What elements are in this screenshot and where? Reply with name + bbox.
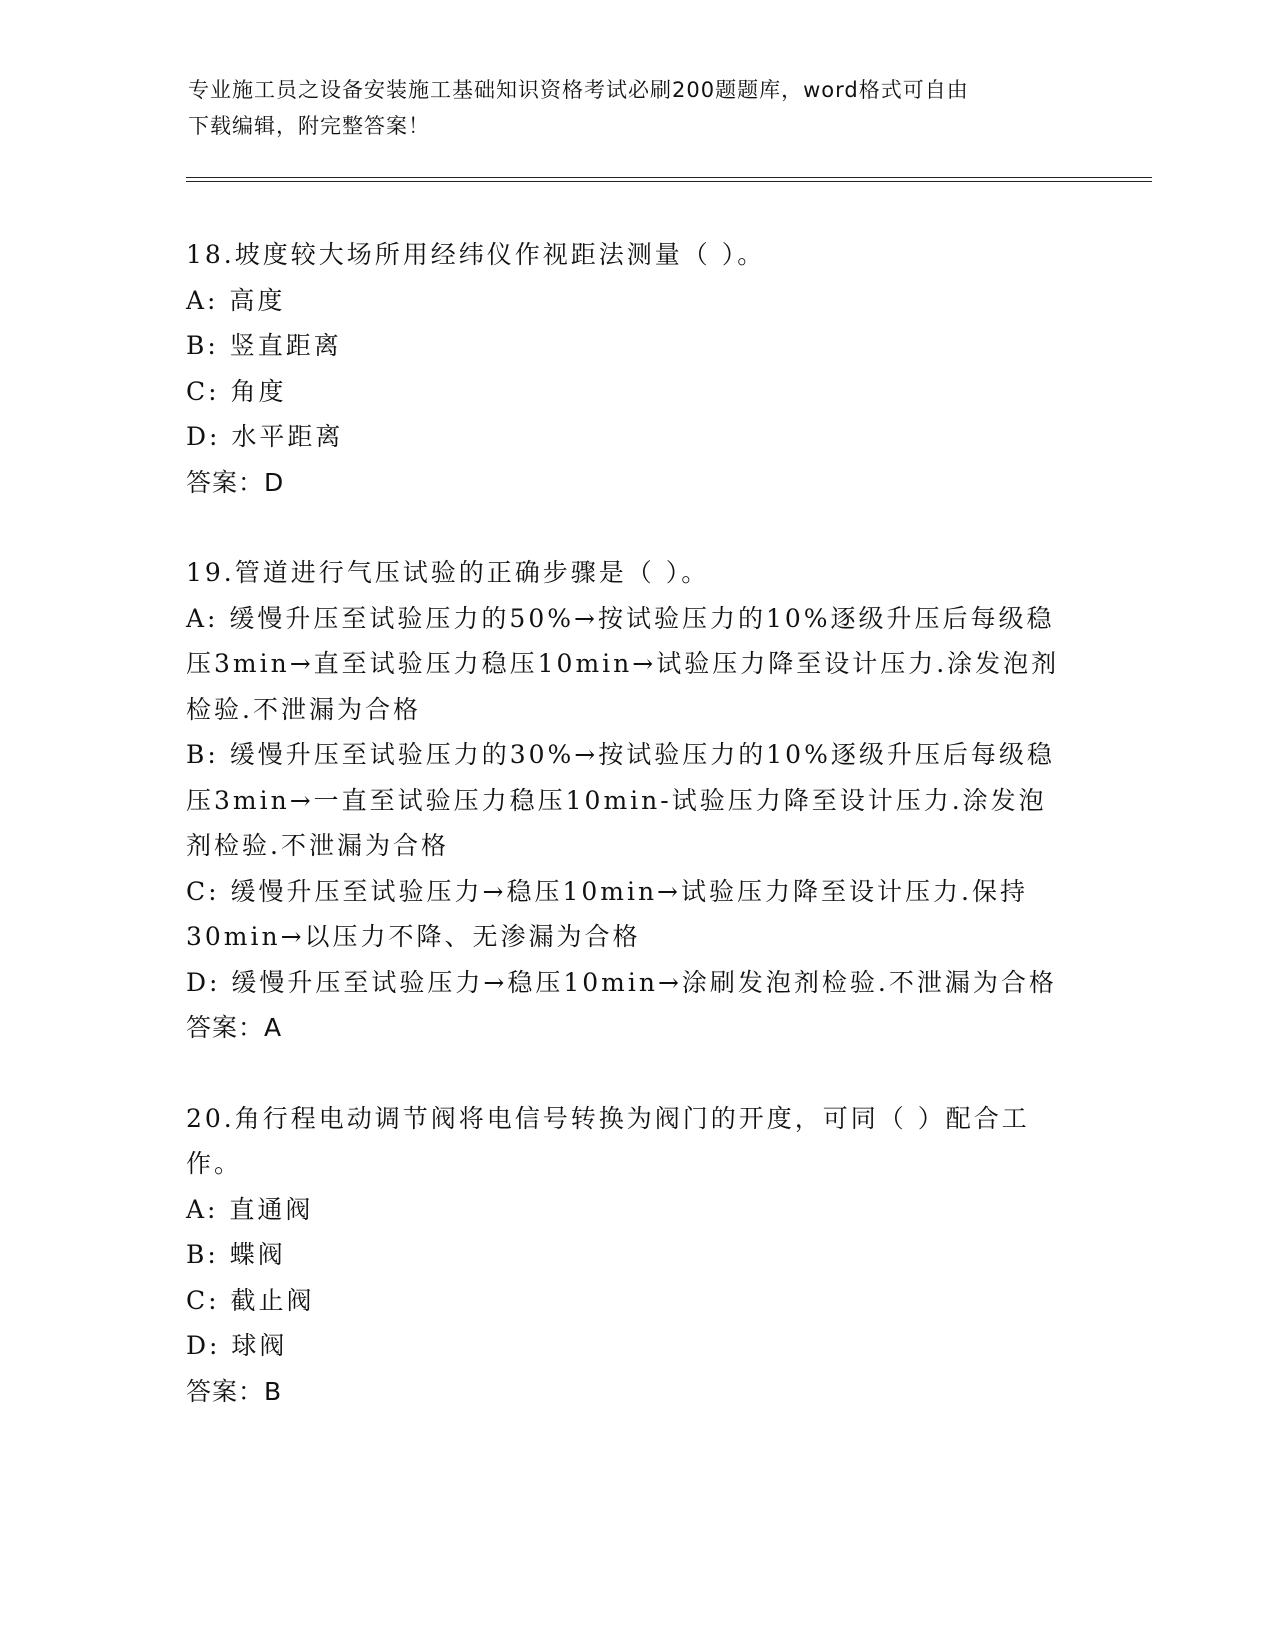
question-stem-continued: 作。 [186,1149,243,1178]
option-b [186,323,1086,369]
option-a [186,1187,1086,1233]
question-list [186,232,1086,1459]
option-a [186,596,1086,733]
option-line: 检验.不泄漏为合格 [186,694,421,724]
option-c [186,1278,1086,1324]
option-line: 30min→以压力不降、无渗漏为合格 [186,922,641,951]
option-line: A: 直通阀 [186,1194,314,1224]
option-c [186,869,1086,960]
option-b [186,1232,1086,1278]
option-line: C: 角度 [186,376,287,406]
option-b [186,732,1086,869]
option-line: 压3min→一直至试验压力稳压10min-试验压力降至设计压力.涂发泡 [186,785,1047,815]
header-line-1: 专业施工员之设备安装施工基础知识资格考试必刷200题题库，word格式可自由 [188,78,969,102]
answer-label: 答案：D [186,467,285,497]
option-line: D: 水平距离 [186,422,344,451]
question-19 [186,550,1086,1051]
option-line: B: 蝶阀 [186,1240,286,1269]
option-line: 剂检验.不泄漏为合格 [186,831,449,860]
option-a [186,278,1086,324]
question-18 [186,232,1086,505]
option-line: 压3min→直至试验压力稳压10min→试验压力降至设计压力.涂发泡剂 [186,649,1060,678]
header-divider-bottom [186,181,1152,182]
option-line: A: 高度 [186,285,286,315]
option-line: C: 截止阀 [186,1285,315,1315]
option-c [186,369,1086,415]
question-stem: 19.管道进行气压试验的正确步骤是（ ）。 [186,558,710,587]
option-line: C: 缓慢升压至试验压力→稳压10min→试验压力降至设计压力.保持 [186,876,1028,906]
option-line: A: 缓慢升压至试验压力的50%→按试验压力的10%逐级升压后每级稳 [186,603,1055,633]
header-divider-top [186,177,1152,178]
option-line: B: 竖直距离 [186,331,342,360]
answer-label: 答案：B [186,1376,283,1406]
option-d [186,1323,1086,1369]
header-line-2: 下载编辑，附完整答案！ [188,114,430,138]
question-stem: 20.角行程电动调节阀将电信号转换为阀门的开度，可同（ ）配合工 [186,1103,1030,1133]
document-header [188,72,1088,144]
answer-label: 答案：A [186,1013,283,1042]
option-line: D: 缓慢升压至试验压力→稳压10min→涂刷发泡剂检验.不泄漏为合格 [186,967,1057,997]
question-20 [186,1096,1086,1415]
option-line: B: 缓慢升压至试验压力的30%→按试验压力的10%逐级升压后每级稳 [186,740,1055,769]
option-d [186,960,1086,1006]
option-d [186,414,1086,460]
question-stem: 18.坡度较大场所用经纬仪作视距法测量（ ）。 [186,240,766,269]
option-line: D: 球阀 [186,1331,288,1360]
